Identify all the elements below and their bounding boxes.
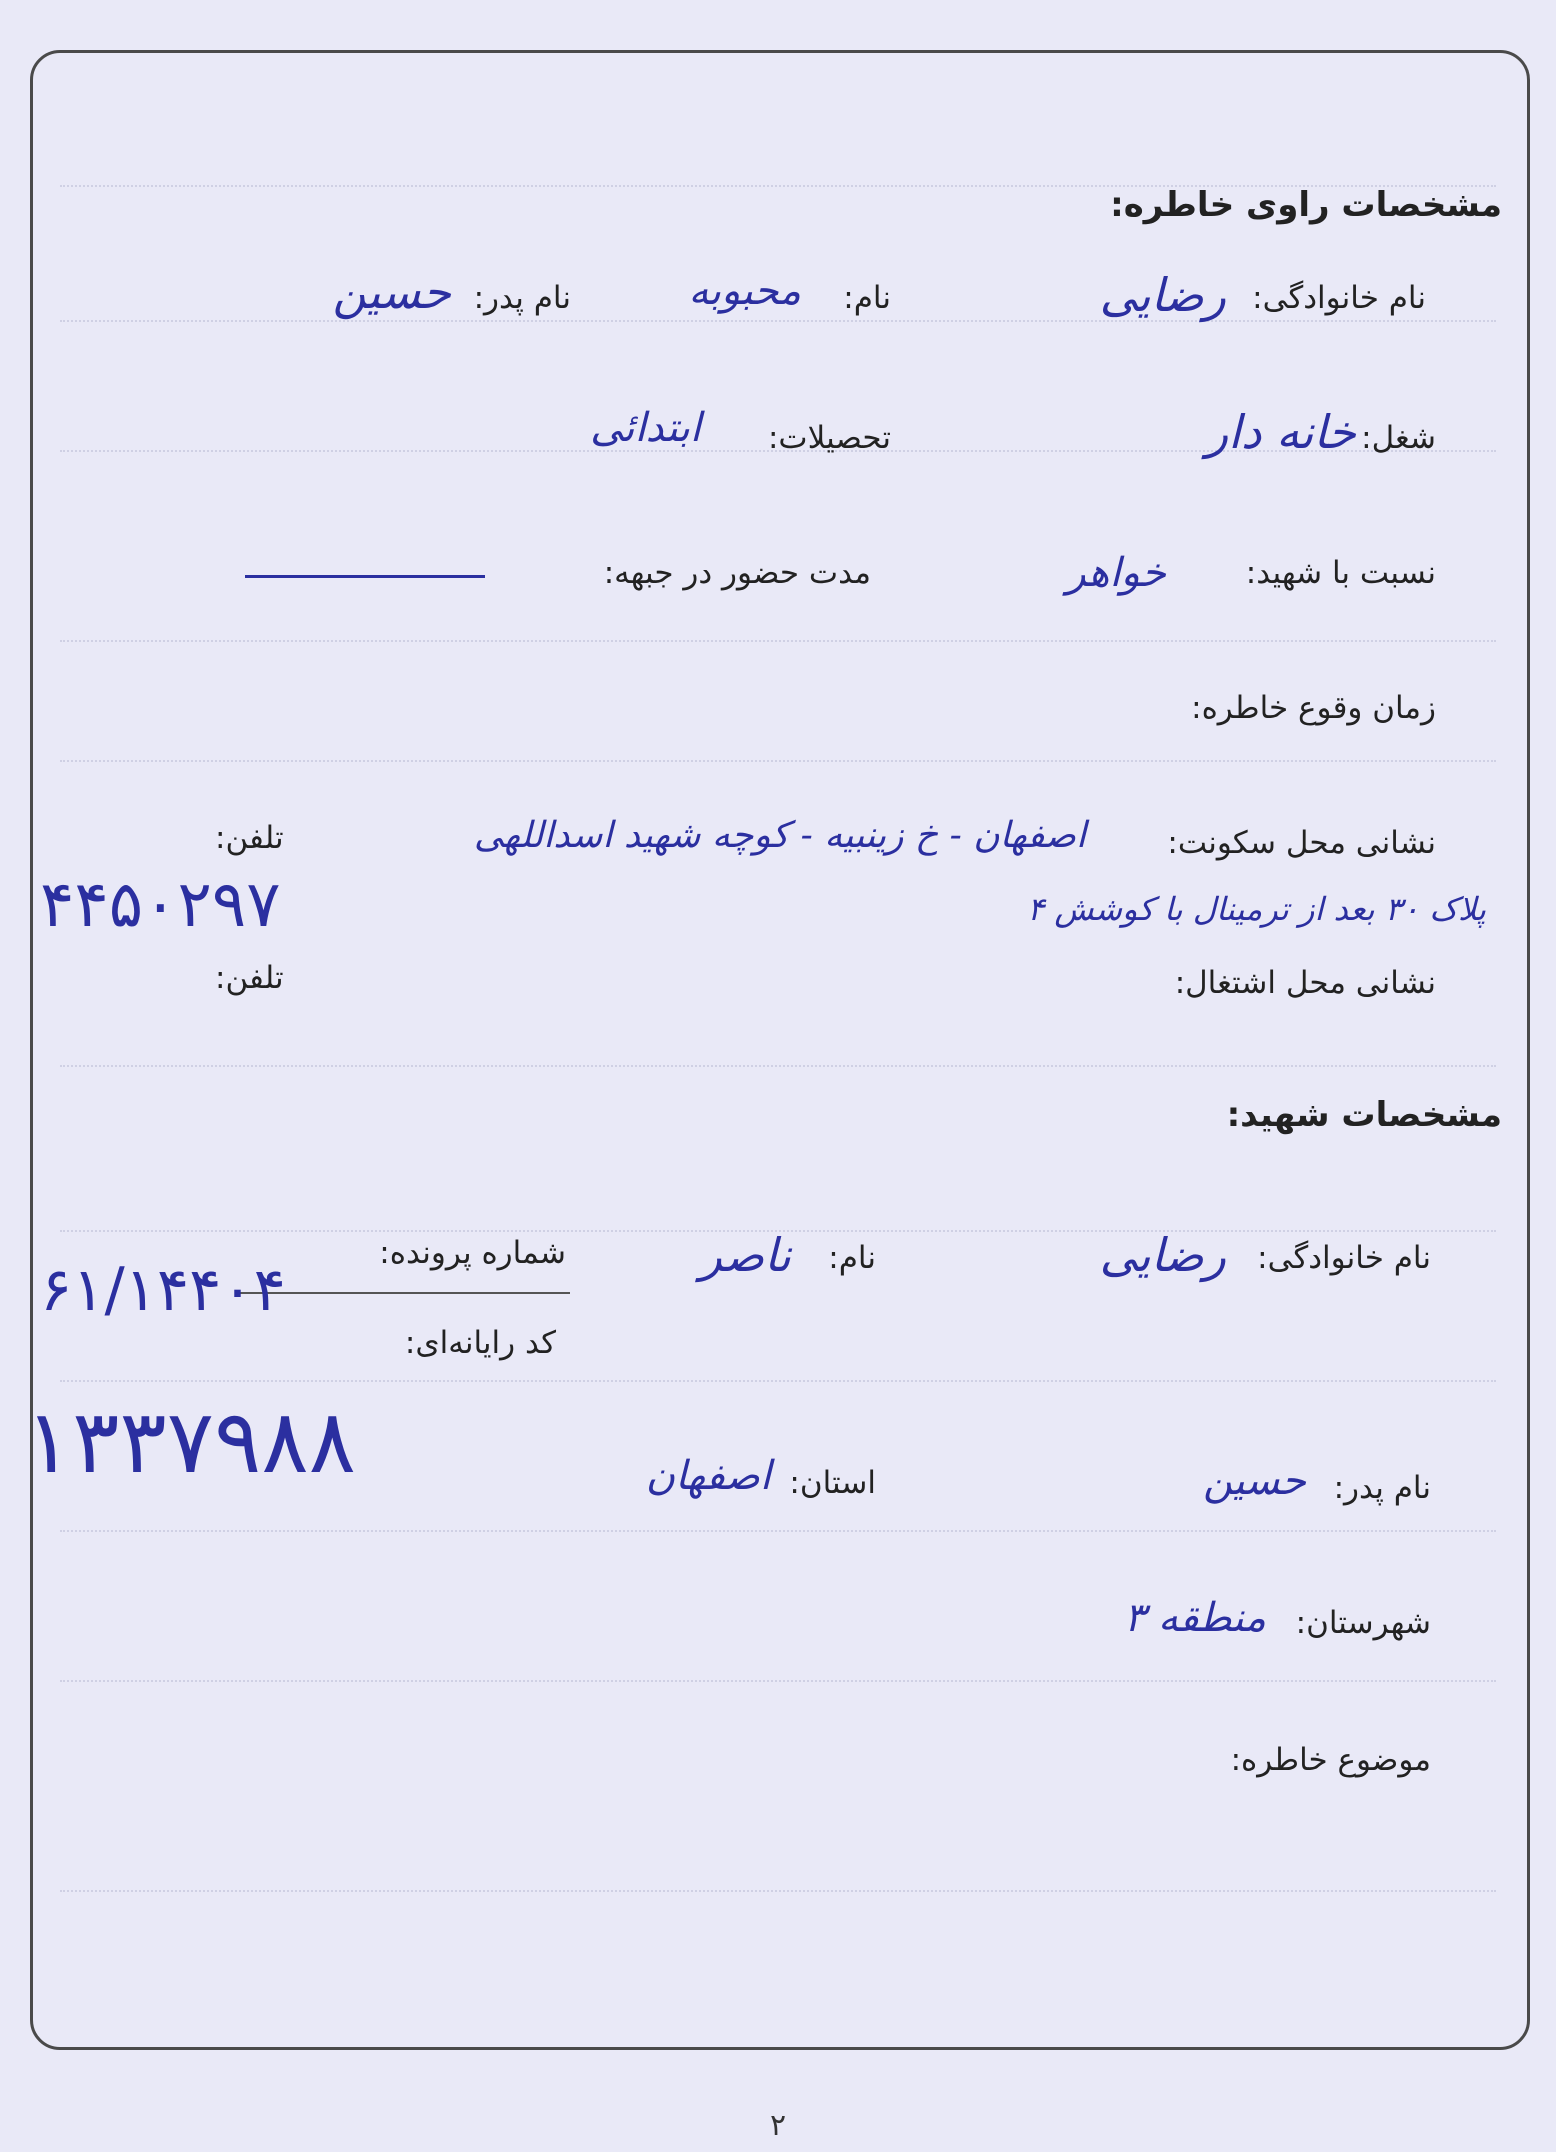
ghost-line [60, 1890, 1496, 1892]
ghost-line [60, 320, 1496, 322]
phone-label-1: تلفن: [215, 820, 284, 856]
province-value: اصفهان [645, 1453, 771, 1499]
narrator-heading: مشخصات راوی خاطره: [1110, 185, 1502, 225]
file-number-value: ۶۱/۱۴۴۰۴ [40, 1255, 286, 1325]
ghost-line [60, 1380, 1496, 1382]
education-label: تحصیلات: [767, 420, 891, 456]
martyr-father-name-label: نام پدر: [1333, 1470, 1431, 1506]
martyr-family-name-label: نام خانوادگی: [1257, 1240, 1431, 1276]
ghost-line [60, 1680, 1496, 1682]
home-address-label: نشانی محل سکونت: [1167, 825, 1436, 861]
narrator-family-name-label: نام خانوادگی: [1252, 280, 1426, 316]
ghost-line [60, 1065, 1496, 1067]
narrator-father-name-label: نام پدر: [473, 280, 571, 316]
computer-code-label: کد رایانه‌ای: [404, 1325, 556, 1361]
file-number-label: شماره پرونده: [379, 1235, 566, 1271]
front-duration-blank [245, 575, 485, 578]
work-address-label: نشانی محل اشتغال: [1174, 965, 1436, 1001]
narrator-family-name-value: رضایی [1099, 268, 1226, 322]
narrator-first-name-label: نام: [843, 280, 891, 316]
narrator-first-name-value: محبوبه [688, 268, 801, 314]
home-address-line1: اصفهان - خ زینبیه - کوچه شهید اسداللهی [473, 815, 1086, 856]
job-label: شغل: [1361, 420, 1436, 456]
city-value: منطقه ۳ [1123, 1595, 1266, 1641]
memory-topic-label: موضوع خاطره: [1230, 1742, 1431, 1778]
memory-time-label: زمان وقوع خاطره: [1191, 690, 1436, 726]
ghost-line [60, 1530, 1496, 1532]
education-value: ابتدائی [590, 405, 701, 451]
martyr-first-name-label: نام: [828, 1240, 876, 1276]
home-address-line2: پلاک ۳۰ بعد از ترمینال با کوشش ۴ [1027, 890, 1486, 928]
job-value: خانه دار [1205, 405, 1356, 459]
city-label: شهرستان: [1295, 1605, 1431, 1641]
ghost-line [60, 760, 1496, 762]
martyr-first-name-value: ناصر [699, 1228, 791, 1282]
phone-value-1: ۴۴۵۰۲۹۷ [40, 868, 281, 942]
martyr-father-name-value: حسین [1203, 1458, 1306, 1504]
martyr-heading: مشخصات شهید: [1226, 1095, 1502, 1135]
martyr-family-name-value: رضایی [1099, 1228, 1226, 1282]
relation-value: خواهر [1066, 550, 1166, 596]
phone-label-2: تلفن: [215, 960, 284, 996]
ghost-line [60, 640, 1496, 642]
computer-code-value: ۱۳۳۷۹۸۸ [25, 1390, 356, 1493]
file-number-rule [240, 1292, 570, 1294]
front-duration-label: مدت حضور در جبهه: [603, 555, 871, 591]
page-number: ۲ [769, 2108, 787, 2143]
narrator-father-name-value: حسین [332, 265, 451, 319]
relation-label: نسبت با شهید: [1245, 555, 1436, 591]
province-label: استان: [789, 1465, 876, 1501]
